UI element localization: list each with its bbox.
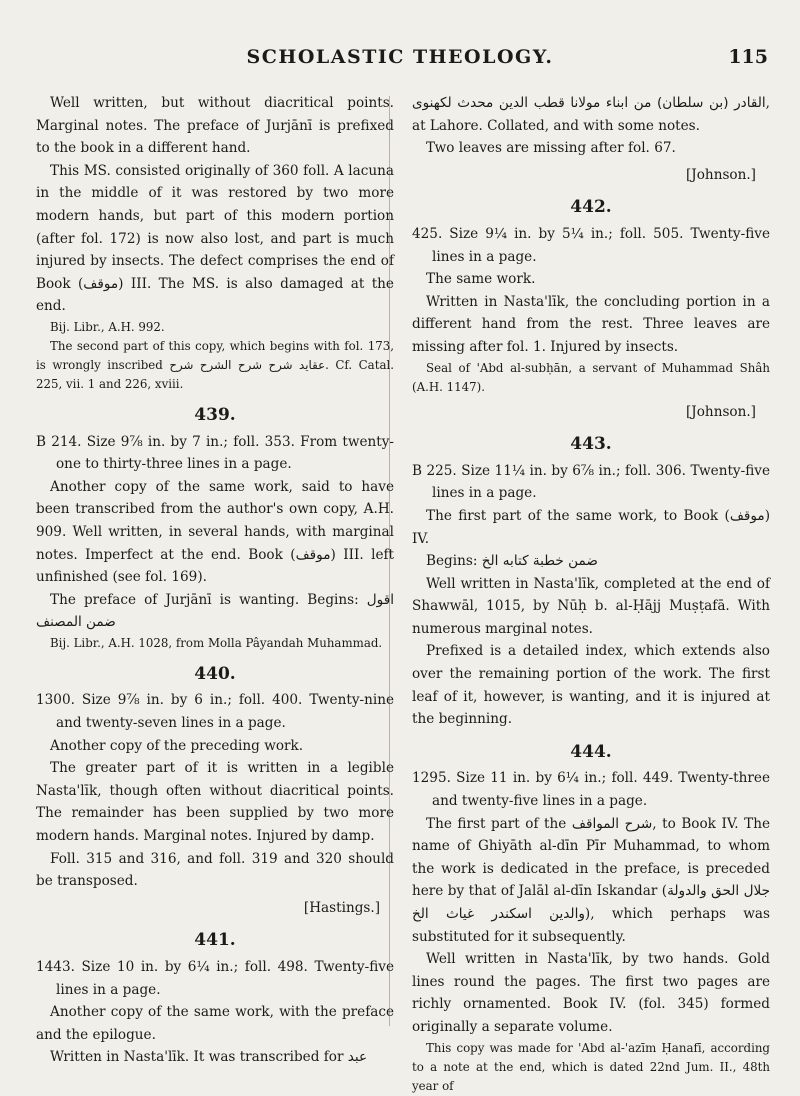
text: , at Lahore. Collated, and with some notes. [412, 95, 770, 134]
paragraph: Another copy of the same work, with the preface and the epilogue. [36, 1004, 394, 1043]
paragraph [36, 476, 394, 589]
text: The first part of the [426, 815, 567, 832]
collection-signature: [Johnson.] [686, 403, 756, 420]
arabic-text: موقف [295, 546, 331, 563]
left-column [36, 92, 394, 1069]
entry-description: B 225. Size 11¼ in. by 6⅞ in.; foll. 306. Twenty-five lines in a page. [412, 462, 770, 502]
entry-number: 442. [570, 197, 612, 218]
paragraph: Foll. 315 and 316, and foll. 319 and 320 should be transposed. [36, 850, 394, 890]
entry-description: B 214. Size 9⅞ in. by 7 in.; foll. 353. From twenty-one to thirty-three lines in a page. [36, 433, 394, 473]
paragraph [412, 550, 770, 573]
text: The second part of this copy, which begins with fol. 173, is wrongly inscribed [36, 338, 394, 372]
text: ) IV. [412, 507, 770, 547]
right-column [412, 92, 770, 1096]
entry-description: 1300. Size 9⅞ in. by 6 in.; foll. 400. Twenty-nine and twenty-seven lines in a page. [36, 692, 394, 732]
paragraph [36, 160, 394, 318]
text: Written in Nasta'līk. It was transcribed for [50, 1049, 344, 1066]
arabic-text: ضمن خطبة كتابه الخ [481, 553, 598, 570]
paragraph [36, 589, 394, 634]
paragraph [412, 813, 770, 949]
page-number: 115 [728, 46, 768, 68]
arabic-text: موقف [729, 507, 765, 524]
text: Begins: [426, 553, 478, 570]
arabic-text: القادر (بن سلطان) من ابناء مولانا قطب الدين محدث لکهنوی [412, 95, 766, 111]
entry-number: 439. [194, 404, 236, 425]
text: ), which perhaps was substituted for it subsequently. [412, 906, 770, 945]
entry-number: 440. [194, 663, 236, 684]
text: . Cf. Catal. 225, vii. 1 and 226, xviii. [36, 357, 395, 391]
paragraph [36, 1046, 394, 1069]
paragraph [412, 92, 770, 137]
paragraph: Well written in Nasta'līk, completed at the end of Shawwāl, 1015, by Nūḥ b. al-Ḥājj Muṣṭafā. With numerous marginal notes. [412, 575, 770, 637]
entry-description: 425. Size 9¼ in. by 5¼ in.; foll. 505. Twenty-five lines in a page. [412, 225, 770, 265]
arabic-text: عقايد شرح شرح الشرح شرح [169, 357, 326, 372]
entry-number: 443. [570, 434, 612, 455]
text: ) III. left unfinished (see fol. 169). [36, 546, 394, 586]
arabic-text: اقول ضمن المصنف [36, 591, 394, 631]
entry-number: 444. [570, 741, 612, 762]
paragraph: Well written in Nasta'līk, by two hands. Gold lines round the pages. The first two pages are richly ornamented. Book IV. (fol. 345) formed originally a separate volume. [412, 951, 770, 1035]
paragraph [36, 337, 394, 394]
entry-number: 441. [194, 930, 236, 951]
entry-description: 1295. Size 11 in. by 6¼ in.; foll. 449. Twenty-three and twenty-five lines in a page. [412, 770, 770, 810]
paragraph: Well written, but without diacritical points. Marginal notes. The preface of Jurjānī is prefixed to the book in a different hand. [36, 95, 394, 157]
text: The first part of the same work, to Book ( [426, 507, 730, 524]
text: The preface of Jurjānī is wanting. Begins: [50, 591, 359, 608]
paragraph [412, 505, 770, 550]
paragraph: Written in Nasta'līk, the concluding portion in a different hand from the rest. Three leaves are missing after fol. 1. Injured by insects. [412, 293, 770, 355]
text: , to Book IV. The name of Ghiyāth al-dīn Pīr Muhammad, to whom the work is dedicated in the preface, is preceded here by that of Jalāl al-dīn Iskandar ( [412, 815, 771, 900]
paragraph: Prefixed is a detailed index, which extends also over the remaining portion of the work. The first leaf of it, however, is wanting, and it is injured at the beginning. [412, 643, 770, 728]
paragraph: Two leaves are missing after fol. 67. [426, 140, 676, 157]
arabic-text: عبد [347, 1049, 368, 1066]
seal-note: Seal of 'Abd al-subḥān, a servant of Muhammad Shâh (A.H. 1147). [412, 360, 770, 394]
text: This MS. consisted originally of 360 foll. A lacuna in the middle of it was restored by two more modern hands, but part of this modern portion (after fol. 172) is now also lost, and part is much injured by insects. The defect comprises the end of Book ( [36, 162, 394, 292]
running-header [0, 46, 800, 74]
paragraph: The same work. [426, 271, 536, 288]
paragraph: Another copy of the preceding work. [50, 737, 304, 754]
library-note: Bij. Libr., A.H. 1028, from Molla Pâyandah Muhammad. [50, 635, 383, 650]
entry-description: 1443. Size 10 in. by 6¼ in.; foll. 498. Twenty-five lines in a page. [36, 959, 394, 998]
page-title: SCHOLASTIC THEOLOGY. [246, 46, 554, 68]
library-note: Bij. Libr., A.H. 992. [50, 319, 165, 334]
paragraph: This copy was made for 'Abd al-'azīm Ḥanafī, according to a note at the end, which is dated 22nd Jum. II., 48th year of [412, 1040, 770, 1093]
arabic-text: شرح المواقف [571, 815, 653, 832]
arabic-text: جلال الحق والدولة والدين اسکندر غياث الخ [412, 883, 770, 922]
collection-signature: [Johnson.] [686, 166, 756, 183]
paragraph: The greater part of it is written in a legible Nasta'līk, though often without diacritical points. The remainder has been supplied by two more modern hands. Marginal notes. Injured by damp. [36, 760, 394, 845]
text: Another copy of the same work, said to have been transcribed from the author's own copy, A.H. 909. Well written, in several hands, with marginal notes. Imperfect at the end. Book ( [36, 478, 394, 563]
collection-signature: [Hastings.] [303, 899, 380, 916]
arabic-text: موقف [83, 275, 119, 292]
text: ) III. The MS. is also damaged at the end. [36, 275, 394, 315]
